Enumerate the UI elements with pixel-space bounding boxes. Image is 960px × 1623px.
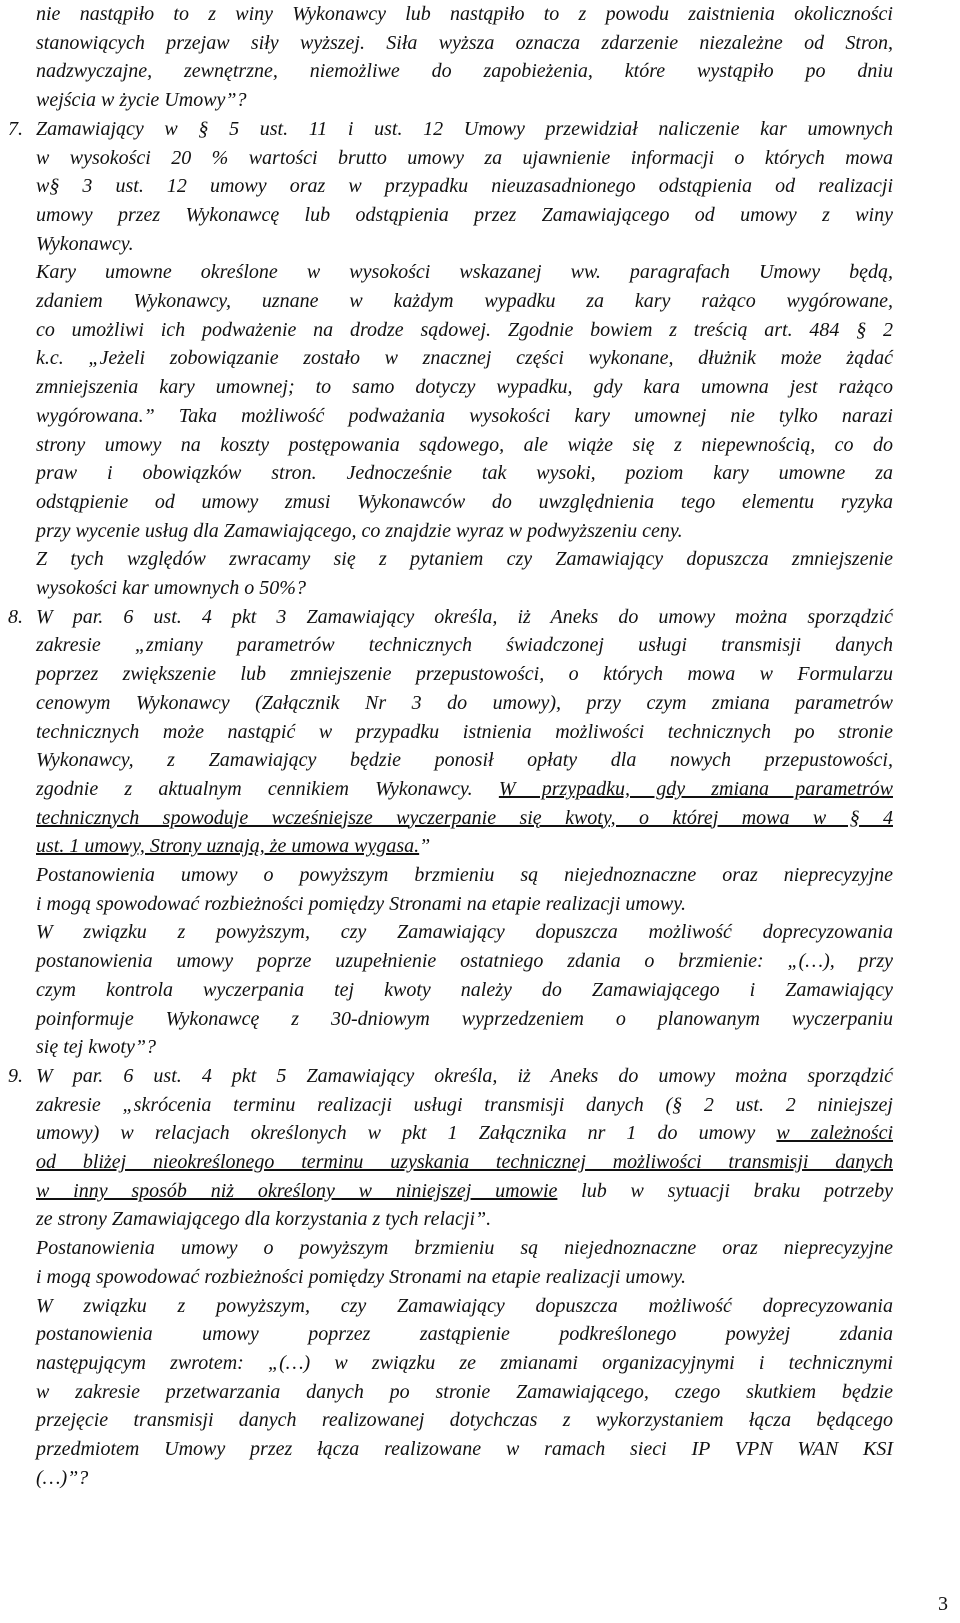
text-line bbox=[36, 718, 893, 746]
text-line bbox=[36, 86, 893, 114]
underlined-run: W przypadku, gdy zmiana parametrów bbox=[498, 777, 893, 800]
text-line bbox=[36, 0, 893, 28]
text-run: przy wycenie usług dla Zamawiającego, co znajdzie wyraz w podwyższeniu ceny. bbox=[36, 519, 683, 542]
text-run: zakresie „skrócenia terminu realizacji usługi transmisji danych (§ 2 ust. 2 niniejszej bbox=[36, 1093, 893, 1116]
text-line bbox=[36, 746, 893, 774]
text-line bbox=[36, 459, 893, 487]
text-line bbox=[36, 1292, 893, 1320]
text-line bbox=[36, 1435, 893, 1463]
text-run: czym kontrola wyczerpania tej kwoty należy do Zamawiającego i Zamawiający bbox=[36, 978, 893, 1001]
text-run: zgodnie z aktualnym cennikiem Wykonawcy. bbox=[36, 777, 473, 800]
text-line bbox=[36, 517, 893, 545]
text-line bbox=[36, 545, 893, 573]
text-run: Zamawiający w § 5 ust. 11 i ust. 12 Umowy przewidział naliczenie kar umownych bbox=[36, 117, 893, 140]
text-line bbox=[36, 976, 893, 1004]
text-run: W par. 6 ust. 4 pkt 5 Zamawiający określa, iż Aneks do umowy można sporządzić bbox=[36, 1064, 893, 1087]
text-run: stanowiących przejaw siły wyższej. Siła wyższa oznacza zdarzenie niezależne od Stron, bbox=[36, 31, 893, 54]
text-line bbox=[36, 947, 893, 975]
text-run: wysokości kar umownych o 50%? bbox=[36, 577, 306, 599]
underlined-run: w zależności bbox=[776, 1122, 894, 1145]
text-line bbox=[36, 344, 893, 372]
text-line bbox=[36, 1033, 893, 1061]
text-run: wejścia w życie Umowy”? bbox=[36, 89, 247, 112]
text-run: postanowienia umowy poprzez zastąpienie podkreślonego powyżej zdania bbox=[36, 1323, 893, 1346]
list-number: 9. bbox=[8, 1064, 23, 1087]
text-line bbox=[36, 689, 893, 717]
text-run: ze strony Zamawiającego dla korzystania z tych relacji”. bbox=[36, 1208, 492, 1231]
text-line bbox=[36, 918, 893, 946]
text-line bbox=[36, 144, 893, 172]
text-run: przedmiotem Umowy przez łącza realizowane w ramach sieci IP VPN WAN KSI bbox=[36, 1438, 893, 1460]
text-run: w wysokości 20 % wartości brutto umowy za ujawnienie informacji o których mowa bbox=[36, 146, 893, 169]
text-line bbox=[36, 861, 893, 889]
text-line bbox=[36, 1091, 893, 1119]
text-run: nie nastąpiło to z winy Wykonawcy lub nastąpiło to z powodu zaistnienia okoliczności bbox=[36, 3, 893, 25]
text-run: Z tych względów zwracamy się z pytaniem czy Zamawiający dopuszcza zmniejszenie bbox=[36, 548, 893, 571]
text-run: k.c. „Jeżeli zobowiązanie zostało w znacznej części wykonane, dłużnik może żądać bbox=[36, 347, 893, 370]
list-number: 8. bbox=[8, 605, 23, 628]
text-line bbox=[36, 1349, 893, 1377]
text-run: strony umowy na koszty postępowania sądowego, ale wiąże się z niepewnością, co do bbox=[36, 433, 893, 456]
text-run: umowy) w relacjach określonych w pkt 1 Załącznika nr 1 do umowy bbox=[36, 1122, 756, 1145]
text-run: następującym zwrotem: „(…) w związku ze zmianami organizacyjnymi i technicznymi bbox=[36, 1351, 893, 1374]
text-run: Kary umowne określone w wysokości wskazanej ww. paragrafach Umowy będą, bbox=[36, 261, 893, 284]
text-run: zakresie „zmiany parametrów technicznych świadczonej usługi transmisji danych bbox=[36, 634, 893, 657]
text-run: (…)”? bbox=[36, 1466, 89, 1489]
text-run: zmniejszenia kary umownej; to samo dotyczy wypadku, gdy kara umowna jest rażąco bbox=[36, 376, 893, 399]
text-run: technicznych spowoduje wcześniejsze wyczerpanie się kwoty, o której mowa w § 4 bbox=[36, 806, 893, 829]
text-line bbox=[36, 603, 893, 631]
text-run: cenowym Wykonawcy (Załącznik Nr 3 do umowy), przy czym zmiana parametrów bbox=[36, 691, 893, 714]
text-run: Postanowienia umowy o powyższym brzmieniu są niejednoznaczne oraz nieprecyzyjne bbox=[36, 1237, 893, 1260]
text-run: umowy przez Wykonawcę lub odstąpienia przez Zamawiającego od umowy z winy bbox=[36, 203, 893, 226]
text-line bbox=[36, 1177, 893, 1205]
text-line bbox=[36, 115, 893, 143]
text-run: postanowienia umowy poprze uzupełnienie ostatniego zdania o brzmienie: „(…), przy bbox=[36, 950, 893, 973]
text-line bbox=[36, 890, 893, 918]
text-run: wygórowana.” Taka możliwość podważania wysokości kary umownej nie tylko narazi bbox=[36, 404, 893, 427]
text-line bbox=[36, 201, 893, 229]
text-run: W związku z powyższym, czy Zamawiający dopuszcza możliwość doprecyzowania bbox=[36, 1294, 893, 1317]
text-line bbox=[36, 57, 893, 85]
text-line bbox=[36, 431, 893, 459]
text-line bbox=[36, 258, 893, 286]
text-run: i mogą spowodować rozbieżności pomiędzy Stronami na etapie realizacji umowy. bbox=[36, 1265, 686, 1288]
text-run: w zakresie przetwarzania danych po stronie Zamawiającego, czego skutkiem będzie bbox=[36, 1380, 893, 1403]
text-run: Wykonawcy. bbox=[36, 232, 134, 255]
text-run: poprzez zwiększenie lub zmniejszenie przepustowości, o których mowa w Formularzu bbox=[36, 663, 893, 686]
text-run: Postanowienia umowy o powyższym brzmieniu są niejednoznaczne oraz nieprecyzyjne bbox=[36, 864, 893, 886]
text-line bbox=[36, 1148, 893, 1176]
text-line bbox=[36, 287, 893, 315]
text-run: się tej kwoty”? bbox=[36, 1036, 156, 1059]
text-run: W związku z powyższym, czy Zamawiający dopuszcza możliwość doprecyzowania bbox=[36, 921, 893, 944]
text-line bbox=[36, 1378, 893, 1406]
text-line bbox=[36, 230, 893, 258]
text-line bbox=[36, 804, 893, 832]
text-line bbox=[36, 29, 893, 57]
text-line bbox=[36, 1205, 893, 1233]
text-run-tail: ” bbox=[419, 835, 431, 858]
text-run: przejęcie transmisji danych realizowanej dotychczas z wykorzystaniem łącza będącego bbox=[36, 1409, 893, 1432]
text-run: ust. 1 umowy, Strony uznają, że umowa wygasa. bbox=[36, 835, 420, 858]
text-run: praw i obowiązków stron. Jednocześnie tak wysoki, poziom kary umowne za bbox=[36, 462, 893, 485]
text-line bbox=[36, 574, 893, 602]
page-number: 3 bbox=[938, 1593, 948, 1615]
text-run: technicznych może nastąpić w przypadku istnienia możliwości technicznych po stronie bbox=[36, 720, 893, 743]
list-number: 7. bbox=[8, 117, 23, 140]
text-line bbox=[36, 660, 893, 688]
text-run: co umożliwi ich podważenie na drodze sądowej. Zgodnie bowiem z treścią art. 484 § 2 bbox=[36, 318, 893, 341]
text-line bbox=[36, 1320, 893, 1348]
text-run: Wykonawcy, z Zamawiający będzie ponosił opłaty dla nowych przepustowości, bbox=[36, 749, 893, 772]
text-run: zdaniem Wykonawcy, uznane w każdym wypadku za kary rażąco wygórowane, bbox=[36, 290, 893, 312]
text-line bbox=[36, 1005, 893, 1033]
text-line bbox=[36, 1062, 893, 1090]
text-line bbox=[36, 316, 893, 344]
text-line bbox=[36, 1263, 893, 1291]
text-run: W par. 6 ust. 4 pkt 3 Zamawiający określa, iż Aneks do umowy można sporządzić bbox=[36, 605, 893, 628]
text-run: odstąpienie od umowy zmusi Wykonawców do uwzględnienia tego elementu ryzyka bbox=[36, 490, 893, 513]
text-line bbox=[36, 832, 893, 860]
text-run-tail: lub w sytuacji braku potrzeby bbox=[581, 1179, 893, 1202]
text-line bbox=[36, 631, 893, 659]
text-run: w inny sposób niż określony w niniejszej umowie bbox=[36, 1179, 558, 1202]
text-line bbox=[36, 373, 893, 401]
text-run: od bliżej nieokreślonego terminu uzyskania technicznej możliwości transmisji danych bbox=[36, 1151, 893, 1173]
text-line bbox=[36, 488, 893, 516]
text-line bbox=[36, 1406, 893, 1434]
text-run: poinformuje Wykonawcę z 30-dniowym wyprzedzeniem o planowanym wyczerpaniu bbox=[36, 1007, 893, 1030]
text-run: w§ 3 ust. 12 umowy oraz w przypadku nieuzasadnionego odstąpienia od realizacji bbox=[36, 175, 893, 198]
text-line bbox=[36, 172, 893, 200]
text-line bbox=[36, 1464, 893, 1492]
text-run: i mogą spowodować rozbieżności pomiędzy Stronami na etapie realizacji umowy. bbox=[36, 892, 686, 915]
text-line bbox=[36, 1234, 893, 1262]
text-line bbox=[36, 1119, 893, 1147]
text-run: nadzwyczajne, zewnętrzne, niemożliwe do zapobieżenia, które wystąpiło po dniu bbox=[36, 60, 893, 83]
text-line bbox=[36, 402, 893, 430]
text-line bbox=[36, 775, 893, 803]
